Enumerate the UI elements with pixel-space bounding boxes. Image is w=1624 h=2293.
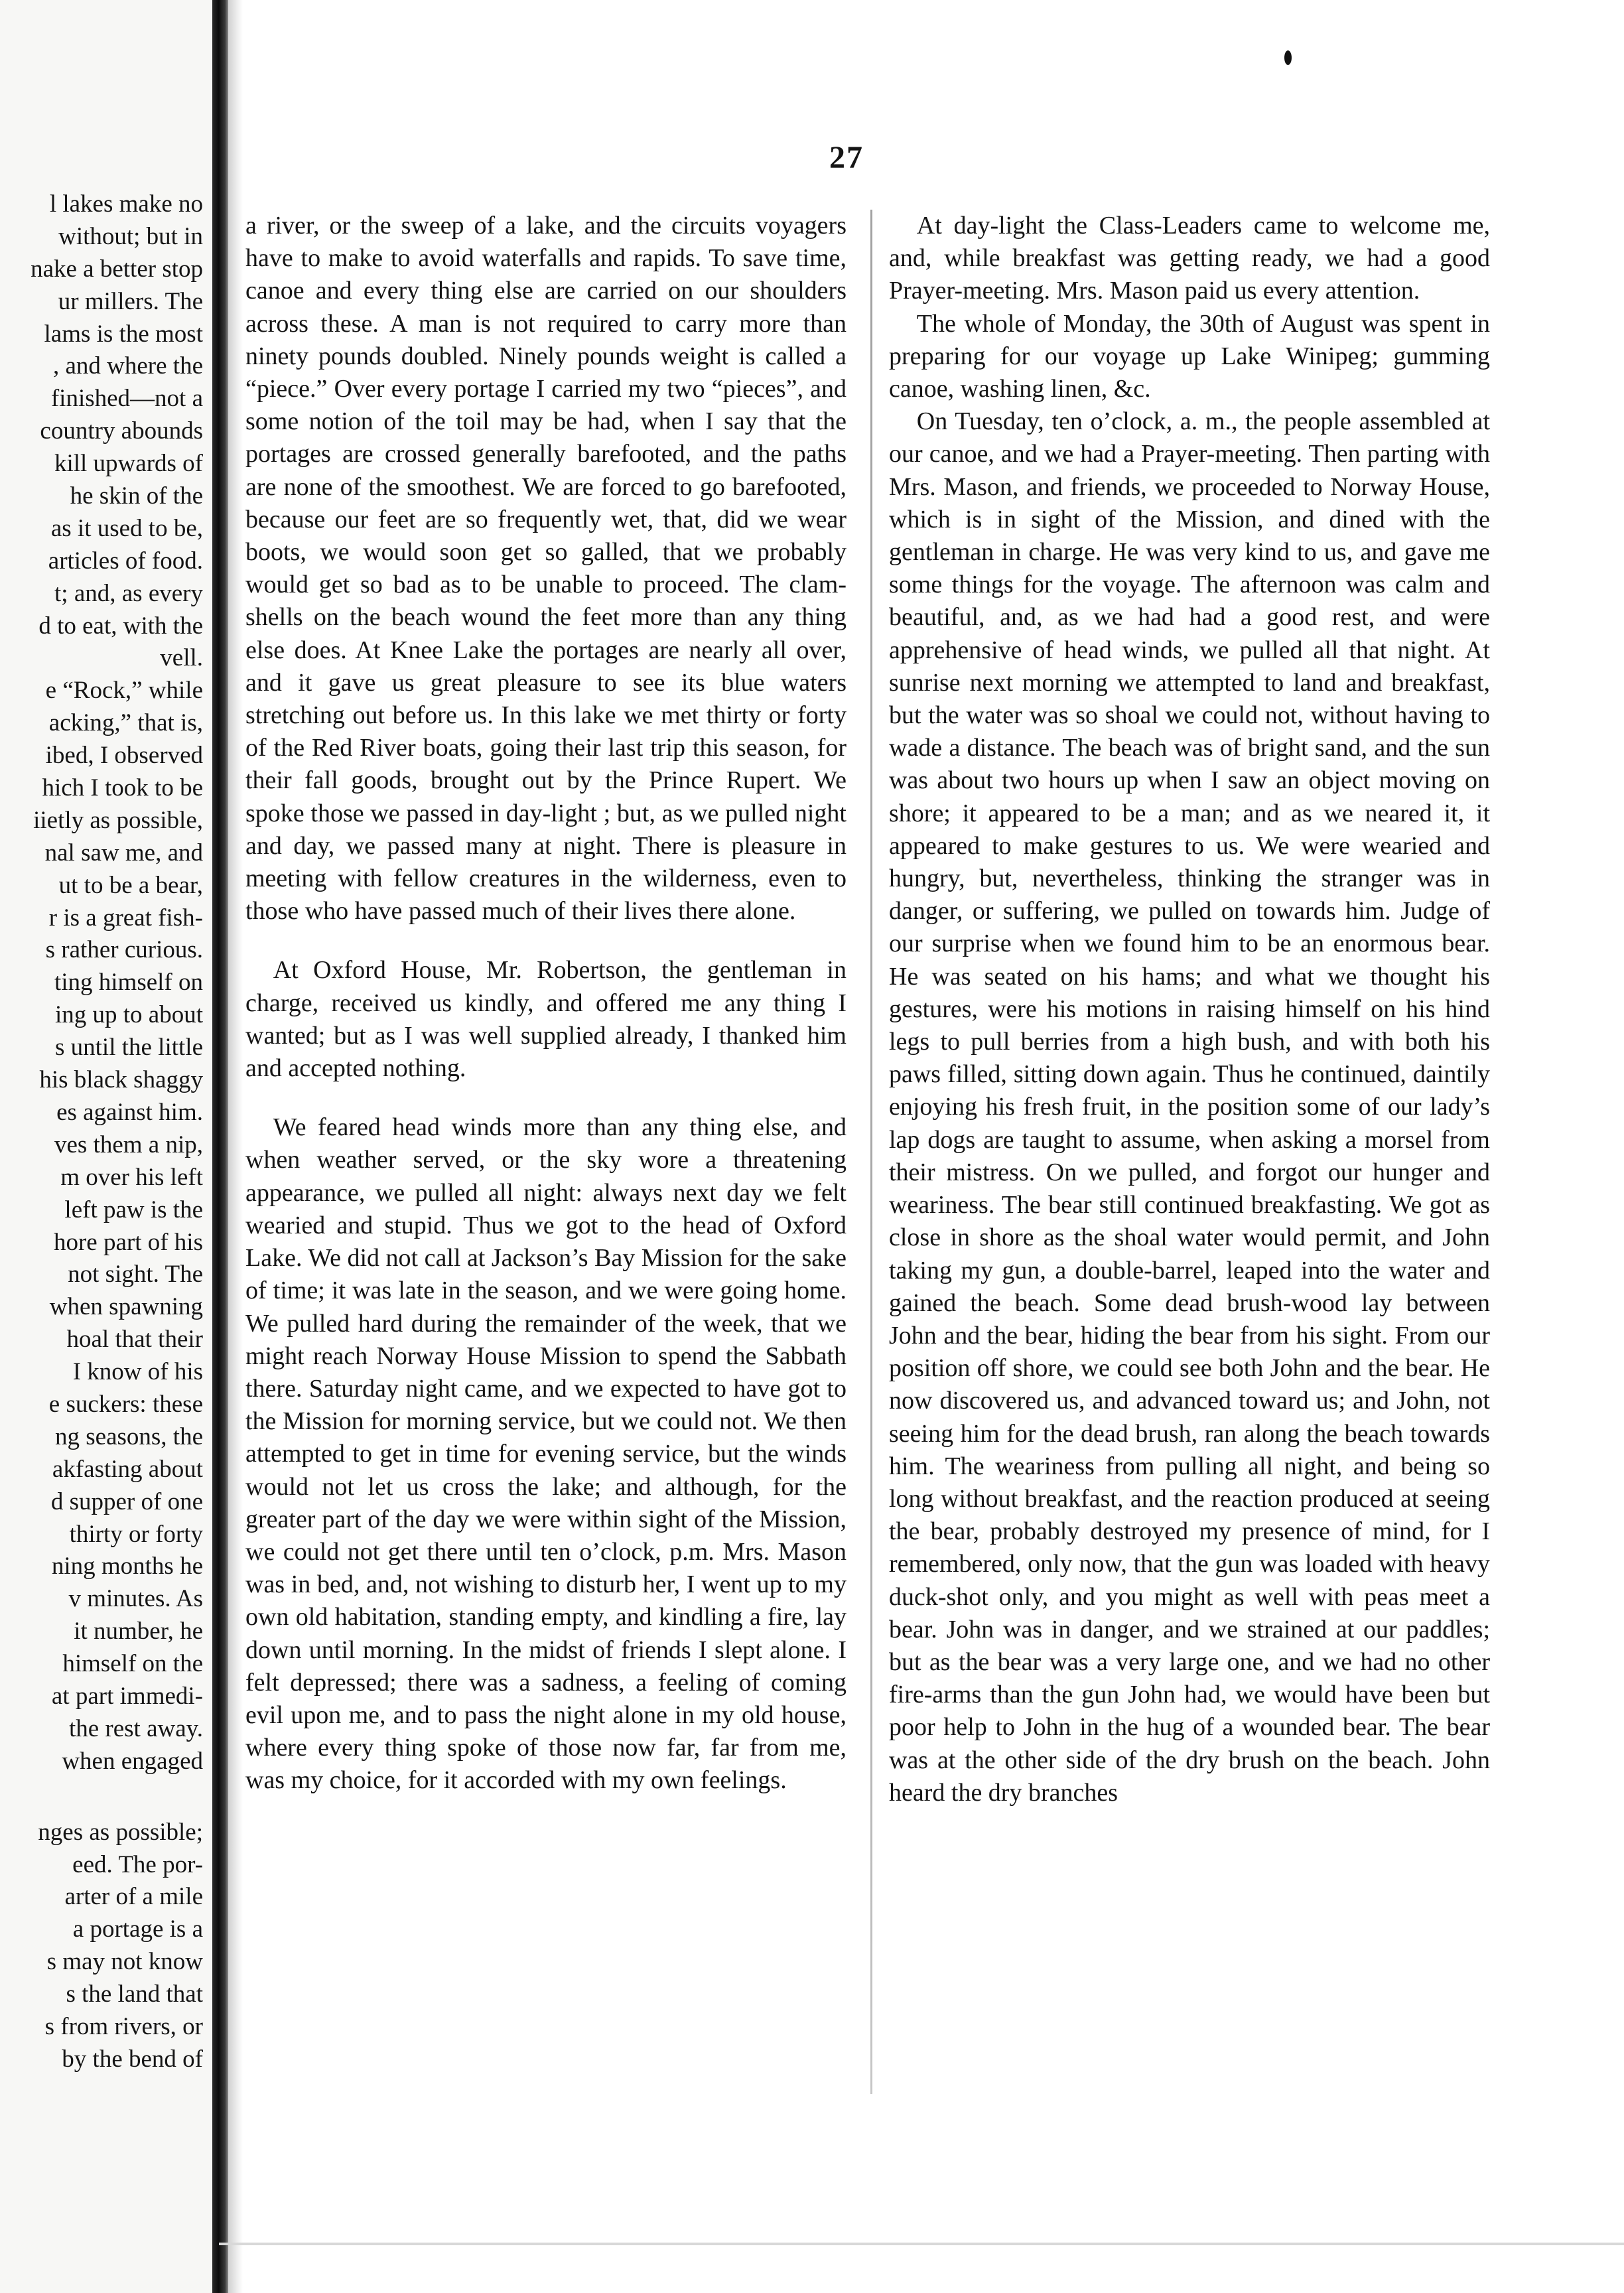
facing-page-line: s from rivers, or (44, 2012, 203, 2040)
text-column-left (245, 210, 846, 1797)
facing-page-line: nges as possible; (38, 1818, 203, 1846)
paragraph: a river, or the sweep of a lake, and the circuits voyagers have to make to avoid waterfalls and rapids. To save time, canoe and every thing else are carried on our shoulders across these. A man is not required to carry more than ninety pounds doubled. Ninely pounds weight is called a “piece.” Over every portage I carried my two “pieces”, and some notion of the toil may be had, when I say that the portages are crossed generally barefooted, and the paths are none of the smoothest. We are forced to go barefooted, because our feet are so frequently wet, that, did we wear boots, we would soon get so galled, that we probably would get so bad as to be unable to proceed. The clam-shells on the beach wound the feet more than any thing else does. At Knee Lake the portages are nearly all over, and it gave us great pleasure to see its blue waters stretching out before us. In this lake we met thirty or forty of the Red River boats, going their last trip this season, for their fall goods, brought out by the Prince Rupert. We spoke those we passed in day-light ; but, as we pulled night and day, we passed many at night. There is pleasure in meeting with fellow creatures in the wilderness, even to those who have passed much of their lives there alone. (245, 212, 846, 926)
facing-page-line: s may not know (46, 1948, 203, 1976)
facing-page-line: akfasting about (52, 1455, 203, 1483)
facing-page-line: iietly as possible, (33, 806, 203, 834)
facing-page-line: himself on the (62, 1650, 203, 1678)
facing-page-line: nal saw me, and (44, 839, 203, 867)
facing-page-line: the rest away. (68, 1714, 203, 1742)
page-bottom-edge (219, 2243, 1624, 2245)
facing-page-line: thirty or forty (69, 1520, 203, 1548)
facing-page-line: when spawning (49, 1293, 203, 1321)
facing-page-line: articles of food. (48, 547, 203, 575)
column-divider (870, 210, 872, 2094)
facing-page-line: ut to be a bear, (58, 871, 203, 899)
paragraph: At day-light the Class-Leaders came to welcome me, and, while breakfast was getting ready, we had a good Prayer-meeting. Mrs. Mason paid us every attention. (889, 212, 1490, 305)
text-column-right (889, 210, 1490, 1809)
facing-page-line: e suckers: these (48, 1390, 203, 1418)
page-number: 27 (829, 140, 864, 175)
facing-page-line: ting himself on (54, 969, 203, 997)
paragraph: The whole of Monday, the 30th of August was spent in preparing for our voyage up Lake Winipeg; gumming canoe, washing linen, &c. (889, 309, 1490, 403)
facing-page-line: t; and, as every (54, 579, 203, 607)
gutter-shadow (228, 0, 243, 2293)
facing-page-line: v minutes. As (68, 1585, 203, 1613)
book-gutter (212, 0, 228, 2293)
facing-page-line: arter of a mile (64, 1883, 203, 1911)
facing-page-line: d to eat, with the (38, 612, 203, 640)
facing-page-line: ibed, I observed (45, 742, 203, 770)
facing-page-line: l lakes make no (49, 190, 203, 218)
facing-page-line: hoal that their (66, 1326, 203, 1354)
paragraph: At Oxford House, Mr. Robertson, the gentleman in charge, received us kindly, and offered me any thing I wanted; but as I was well supplied already, I thanked him and accepted nothing. (245, 956, 846, 1083)
facing-page-line: when engaged (62, 1747, 203, 1775)
facing-page-line: hore part of his (53, 1228, 203, 1256)
facing-page-line: es against him. (56, 1098, 203, 1126)
facing-page-line: at part immedi- (51, 1682, 203, 1710)
facing-page-line: he skin of the (70, 482, 203, 510)
ink-blot (1284, 50, 1292, 65)
facing-page-line: , and where the (52, 352, 203, 380)
facing-page-line: kill upwards of (54, 450, 203, 478)
facing-page-line: vell. (160, 644, 203, 672)
facing-page-line: finished—not a (50, 385, 203, 413)
facing-page-line: ing up to about (54, 1001, 203, 1029)
facing-page-line: d supper of one (50, 1488, 203, 1515)
facing-page-line: as it used to be, (50, 514, 203, 542)
facing-page-line: without; but in (58, 222, 203, 250)
facing-page-line: by the bend of (62, 2045, 203, 2073)
facing-page-line: r is a great fish- (48, 904, 203, 932)
facing-page-fragment (0, 0, 219, 2293)
facing-page-line: s the land that (66, 1980, 203, 2008)
facing-page-line: I know of his (72, 1358, 203, 1386)
facing-page-line: not sight. The (68, 1261, 203, 1288)
facing-page-line: country abounds (40, 417, 203, 445)
facing-page-line: hich I took to be (42, 774, 203, 802)
facing-page-line: it number, he (74, 1618, 203, 1645)
facing-page-line: s rather curious. (45, 936, 203, 964)
facing-page-line: ning months he (51, 1553, 203, 1580)
facing-page-line: lams is the most (44, 320, 203, 348)
facing-page-line: ng seasons, the (55, 1423, 203, 1450)
facing-page-line: m over his left (60, 1163, 203, 1191)
facing-page-line: acking,” that is, (48, 709, 203, 737)
facing-page-line: eed. The por- (72, 1850, 203, 1878)
facing-page-line: ves them a nip, (54, 1131, 203, 1158)
facing-page-line: nake a better stop (31, 255, 203, 283)
facing-page-line: his black shaggy (39, 1066, 203, 1094)
paragraph: On Tuesday, ten o’clock, a. m., the people assembled at our canoe, and we had a Prayer-meeting. Then parting with Mrs. Mason, and friends, we proceeded to Norway House, which is in sight of the Mission, and dined with the gentleman in charge. He was very kind to us, and gave me some things for the voyage. The afternoon was calm and beautiful, and, as we had had a good rest, and were apprehensive of head winds, we pulled all that night. At sunrise next morning we attempted to land and breakfast, but the water was so shoal we could not, without having to wade a distance. The beach was of bright sand, and the sun was about two hours up when I saw an object moving on shore; it appeared to be a man; and as we neared it, it appeared to make gestures to us. We were wearied and hungry, but, nevertheless, thinking the stranger was in danger, or suffering, we pulled on towards him. Judge of our surprise when we found him to be an enormous bear. He was seated on his hams; and what we thought his gestures, were his motions in raising himself on his hind legs to pull berries from a high bush, and with both his paws filled, sitting down again. Thus he continued, daintily enjoying his fresh fruit, in the position some of our lady’s lap dogs are taught to assume, when asking a morsel from their mistress. On we pulled, and forgot our hunger and weariness. The bear still continued breakfasting. We got as close in shore as the shoal water would permit, and John taking my gun, a double-barrel, leaped into the water and gained the beach. Some dead brush-wood lay between John and the bear, hiding the bear from his sight. From our position off shore, we could see both John and the bear. He now discovered us, and advanced toward us; and John, not seeing him for the dead brush, ran along the beach towards him. The weariness from pulling all night, and being so long without breakfast, and the reaction produced at seeing the bear, probably destroyed my presence of mind, for I remembered, only now, that the gun was loaded with heavy duck-shot only, and you might as well with peas meet a bear. John was in danger, and we strained at our paddles; but as the bear was a very large one, and we had no other fire-arms than the gun John had, we would have been but poor help to John in the hug of a wounded bear. The bear was at the other side of the dry brush on the beach. John heard the dry branches (889, 407, 1490, 1807)
paragraph: We feared head winds more than any thing else, and when weather served, or the sky wore a threatening appearance, we pulled all night: always next day we felt wearied and stupid. Thus we got to the head of Oxford Lake. We did not call at Jackson’s Bay Mission for the sake of time; it was late in the season, and we were going home. We pulled hard during the remainder of the week, that we might reach Norway House Mission to spend the Sabbath there. Saturday night came, and we expected to have got to the Mission for morning service, but we could not. We then attempted to get in time for evening service, but the winds would not let us cross the lake; and although, for the greater part of the day we were within sight of the Mission, we could not get there until ten o’clock, p.m. Mrs. Mason was in bed, and, not wishing to disturb her, I went up to my own old habitation, standing empty, and kindling a fire, lay down until morning. In the midst of friends I slept alone. I felt depressed; there was a sadness, a feeling of coming evil upon me, and to pass the night alone in my old house, where every thing spoke of those now far, far from me, was my choice, for it accorded with my own feelings. (245, 1113, 846, 1795)
facing-page-text (0, 188, 203, 2076)
facing-page-line: e “Rock,” while (45, 677, 203, 705)
facing-page-line: s until the little (54, 1034, 203, 1062)
facing-page-line: left paw is the (64, 1196, 203, 1223)
facing-page-line: a portage is a (72, 1915, 203, 1943)
facing-page-line: ur millers. The (58, 287, 203, 315)
